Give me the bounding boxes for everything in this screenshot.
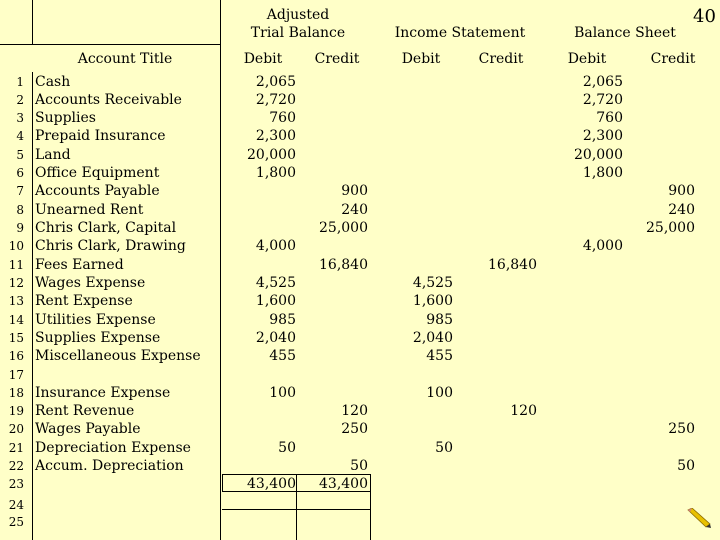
amount-is-dr: 2,040 xyxy=(412,330,453,346)
amount-bs-cr: 50 xyxy=(677,458,695,474)
account-title: Unearned Rent xyxy=(35,202,144,218)
page-number: 40 xyxy=(693,6,716,27)
total-rule-bottom-credit xyxy=(296,491,370,492)
amount-bs-dr: 4,000 xyxy=(582,238,623,254)
amount-is-dr: 1,600 xyxy=(412,293,453,309)
amount-atb-dr: 760 xyxy=(269,110,296,126)
row-number: 22 xyxy=(8,459,24,473)
amount-bs-cr: 25,000 xyxy=(646,220,695,236)
row-number: 4 xyxy=(16,129,24,143)
is-debit-header: Debit xyxy=(401,51,441,67)
adjusted-trial-balance-header xyxy=(220,6,376,42)
amount-atb-dr: 985 xyxy=(269,312,296,328)
amount-is-dr: 985 xyxy=(426,312,453,328)
account-title-header: Account Title xyxy=(77,51,173,67)
row24-box-right xyxy=(370,491,371,540)
balance-sheet-header: Balance Sheet xyxy=(574,25,676,41)
row-number: 6 xyxy=(16,166,24,180)
amount-atb-dr: 43,400 xyxy=(247,476,296,492)
is-credit-header: Credit xyxy=(478,51,524,67)
total-box-left xyxy=(222,474,223,491)
amount-atb-dr: 2,300 xyxy=(255,128,296,144)
row-number: 2 xyxy=(16,93,24,107)
amount-atb-cr: 900 xyxy=(341,183,368,199)
amount-bs-dr: 2,065 xyxy=(582,74,623,90)
account-title: Depreciation Expense xyxy=(35,440,191,456)
amount-atb-dr: 2,065 xyxy=(255,74,296,90)
amount-atb-cr: 120 xyxy=(341,403,368,419)
account-title: Supplies xyxy=(35,110,96,126)
row-number: 19 xyxy=(8,404,24,418)
account-title: Miscellaneous Expense xyxy=(35,348,201,364)
bs-credit-header: Credit xyxy=(650,51,696,67)
account-title: Chris Clark, Capital xyxy=(35,220,177,236)
header-top-rule xyxy=(32,44,220,45)
row-number: 7 xyxy=(16,184,24,198)
account-title: Accounts Receivable xyxy=(35,92,182,108)
amount-is-cr: 16,840 xyxy=(488,257,537,273)
row-number: 18 xyxy=(8,386,24,400)
row-number: 17 xyxy=(8,368,24,382)
account-title: Fees Earned xyxy=(35,257,124,273)
amount-atb-cr: 250 xyxy=(341,421,368,437)
amount-atb-dr: 1,600 xyxy=(255,293,296,309)
row-number: 24 xyxy=(8,498,24,512)
atb-debit-header: Debit xyxy=(243,51,283,67)
column-divider-title xyxy=(32,72,33,540)
account-title: Rent Revenue xyxy=(35,403,135,419)
amount-bs-dr: 2,300 xyxy=(582,128,623,144)
account-title: Accounts Payable xyxy=(35,183,160,199)
account-title: Cash xyxy=(35,74,71,90)
account-title: Office Equipment xyxy=(35,165,160,181)
amount-atb-dr: 2,040 xyxy=(255,330,296,346)
row-number: 21 xyxy=(8,441,24,455)
amount-bs-cr: 240 xyxy=(668,202,695,218)
account-title: Utilities Expense xyxy=(35,312,156,328)
income-statement-header: Income Statement xyxy=(394,25,526,41)
row-number: 15 xyxy=(8,331,24,345)
amount-bs-dr: 1,800 xyxy=(582,165,623,181)
row-number: 20 xyxy=(8,422,24,436)
account-title: Land xyxy=(35,147,71,163)
amount-bs-dr: 20,000 xyxy=(574,147,623,163)
account-title: Wages Payable xyxy=(35,421,141,437)
amount-atb-cr: 16,840 xyxy=(319,257,368,273)
amount-atb-dr: 100 xyxy=(269,385,296,401)
adjusted-line-2: Trial Balance xyxy=(250,25,346,41)
amount-bs-cr: 250 xyxy=(668,421,695,437)
row-number: 3 xyxy=(16,111,24,125)
total-rule-top-credit xyxy=(296,474,370,475)
row-number: 13 xyxy=(8,294,24,308)
amount-is-dr: 50 xyxy=(435,440,453,456)
account-title: Accum. Depreciation xyxy=(35,458,184,474)
amount-is-dr: 455 xyxy=(426,348,453,364)
amount-atb-dr: 1,800 xyxy=(255,165,296,181)
row-number: 8 xyxy=(16,203,24,217)
row-number: 16 xyxy=(8,349,24,363)
amount-bs-cr: 900 xyxy=(668,183,695,199)
row-number: 12 xyxy=(8,276,24,290)
adjusted-line-1: Adjusted xyxy=(266,7,330,23)
atb-credit-header: Credit xyxy=(314,51,360,67)
amount-is-dr: 100 xyxy=(426,385,453,401)
amount-atb-cr: 25,000 xyxy=(319,220,368,236)
amount-atb-dr: 50 xyxy=(278,440,296,456)
amount-atb-dr: 20,000 xyxy=(247,147,296,163)
header-mid-rule xyxy=(0,44,32,45)
row24-box-left xyxy=(296,491,297,540)
amount-is-cr: 120 xyxy=(510,403,537,419)
row-number: 1 xyxy=(16,75,24,89)
row-number: 11 xyxy=(8,258,24,272)
account-title: Chris Clark, Drawing xyxy=(35,238,186,254)
total-box-mid xyxy=(296,474,297,491)
amount-atb-dr: 4,525 xyxy=(255,275,296,291)
row-number: 14 xyxy=(8,313,24,327)
pencil-icon xyxy=(686,508,712,528)
amount-atb-dr: 4,000 xyxy=(255,238,296,254)
amount-atb-dr: 2,720 xyxy=(255,92,296,108)
row-number: 5 xyxy=(16,148,24,162)
total-rule-top-debit xyxy=(222,474,296,475)
account-title: Rent Expense xyxy=(35,293,133,309)
amount-bs-dr: 2,720 xyxy=(582,92,623,108)
row-number: 23 xyxy=(8,477,24,491)
row-number: 9 xyxy=(16,221,24,235)
account-title: Supplies Expense xyxy=(35,330,161,346)
amount-is-dr: 4,525 xyxy=(412,275,453,291)
row-number: 10 xyxy=(8,239,24,253)
account-title: Insurance Expense xyxy=(35,385,171,401)
account-title: Prepaid Insurance xyxy=(35,128,166,144)
bs-debit-header: Debit xyxy=(567,51,607,67)
header-divider-left xyxy=(32,0,33,44)
amount-atb-cr: 50 xyxy=(350,458,368,474)
total-box-right xyxy=(370,474,371,491)
amount-atb-cr: 43,400 xyxy=(319,476,368,492)
total-rule-bottom-debit xyxy=(222,491,296,492)
amount-bs-dr: 760 xyxy=(596,110,623,126)
row-number: 25 xyxy=(8,515,24,529)
amount-atb-dr: 455 xyxy=(269,348,296,364)
amount-atb-cr: 240 xyxy=(341,202,368,218)
account-title: Wages Expense xyxy=(35,275,146,291)
